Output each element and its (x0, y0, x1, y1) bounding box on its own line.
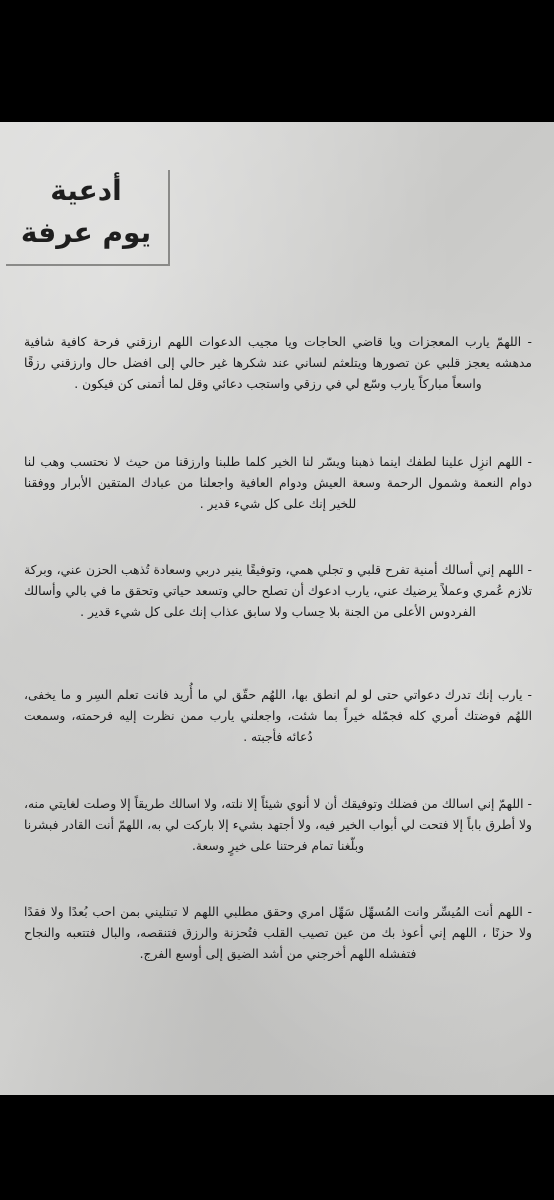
prayer-paragraph: - اللهم أنت المُيسِّر وانت المُسهِّل سَهِّل امري وحقق مطلبي اللهم لا تبتليني بمن احب بُعدًا ولا فقدًا ولا حزنًا ، اللهم إني أعوذ بك من عين تصيب القلب فتُحزنة والرزق فتنقصه، والبال فتتعبه والنجاح فتفشله اللهم أخرجني من أشد الضيق إلى أوسع الفرج. (24, 905, 532, 961)
top-black-bar (0, 0, 554, 122)
prayer-paragraph: - يارب إنك تدرك دعواتي حتى لو لم انطق بها، اللهُم حقّق لي ما أُريد فانت تعلم السِر و ما يخفى، اللهُم فوضتك أمري كله فجمّله خيراً بما شئت، واجعلني يارب ممن نظرت إليه فرحمته، وسمعت دُعائه فأجبته . (24, 688, 532, 744)
prayer-paragraph: - اللهمّ إني اسالك من فضلك وتوفيقك أن لا أنوي شيئاً إلا نلته، ولا اسالك طريقاً إلا وصلت لغايتي منه، ولا أطرق باباً إلا فتحت لي أبواب الخير فيه، ولا أجتهد بشيء إلا باركت لي به، اللهمّ أنت القادر فبشرنا وبلّغنا تمام فرحتنا على خيرٍ وسعة. (24, 797, 532, 853)
document-sheet (0, 122, 554, 1095)
bottom-black-bar (0, 1095, 554, 1200)
title-line-2: يوم عرفة (20, 216, 152, 249)
title-box (6, 170, 170, 266)
title-line-1: أدعية (50, 174, 122, 207)
prayer-paragraph: - اللهمّ يارب المعجزات ويا قاضي الحاجات ويا مجيب الدعوات اللهم ارزقني فرحة كافية شافية مدهشه يعجز قلبي عن تصورها ويتلعثم لساني عند شكرها غير حالي إلى افضل حال وارزقني رزقًا واسعاً مباركاً يارب وسّع لي في رزقي واستجب دعائي وقل لما أتمنى كن فيكون . (24, 335, 532, 391)
prayer-paragraph: - اللهم انزِل علينا لطفك اينما ذهبنا ويسّر لنا الخير كلما طلبنا وارزقنا من حيث لا نحتسب وهب لنا دوام النعمة وشمول الرحمة وسعة العيش ودوام العافية واجعلنا من عبادك المتقين الأبرار ووفقنا للخير إنك على كل شيء قدير . (24, 455, 532, 511)
prayer-paragraph: - اللهم إني أسالك أمنية تفرح قلبي و تجلي همي، وتوفيقًا ينير دربي وسعادة تُذهب الحزن عني، وبركة تلازم عُمري وعملاً يرضيك عني، يارب ادعوك أن تصلح حالي وتسعد حياتي وتحقق ما في بالي وأسالك الفردوس الأعلى من الجنة بلا حِساب ولا سابق عذاب إنك على كل شيء قدير . (24, 563, 532, 619)
